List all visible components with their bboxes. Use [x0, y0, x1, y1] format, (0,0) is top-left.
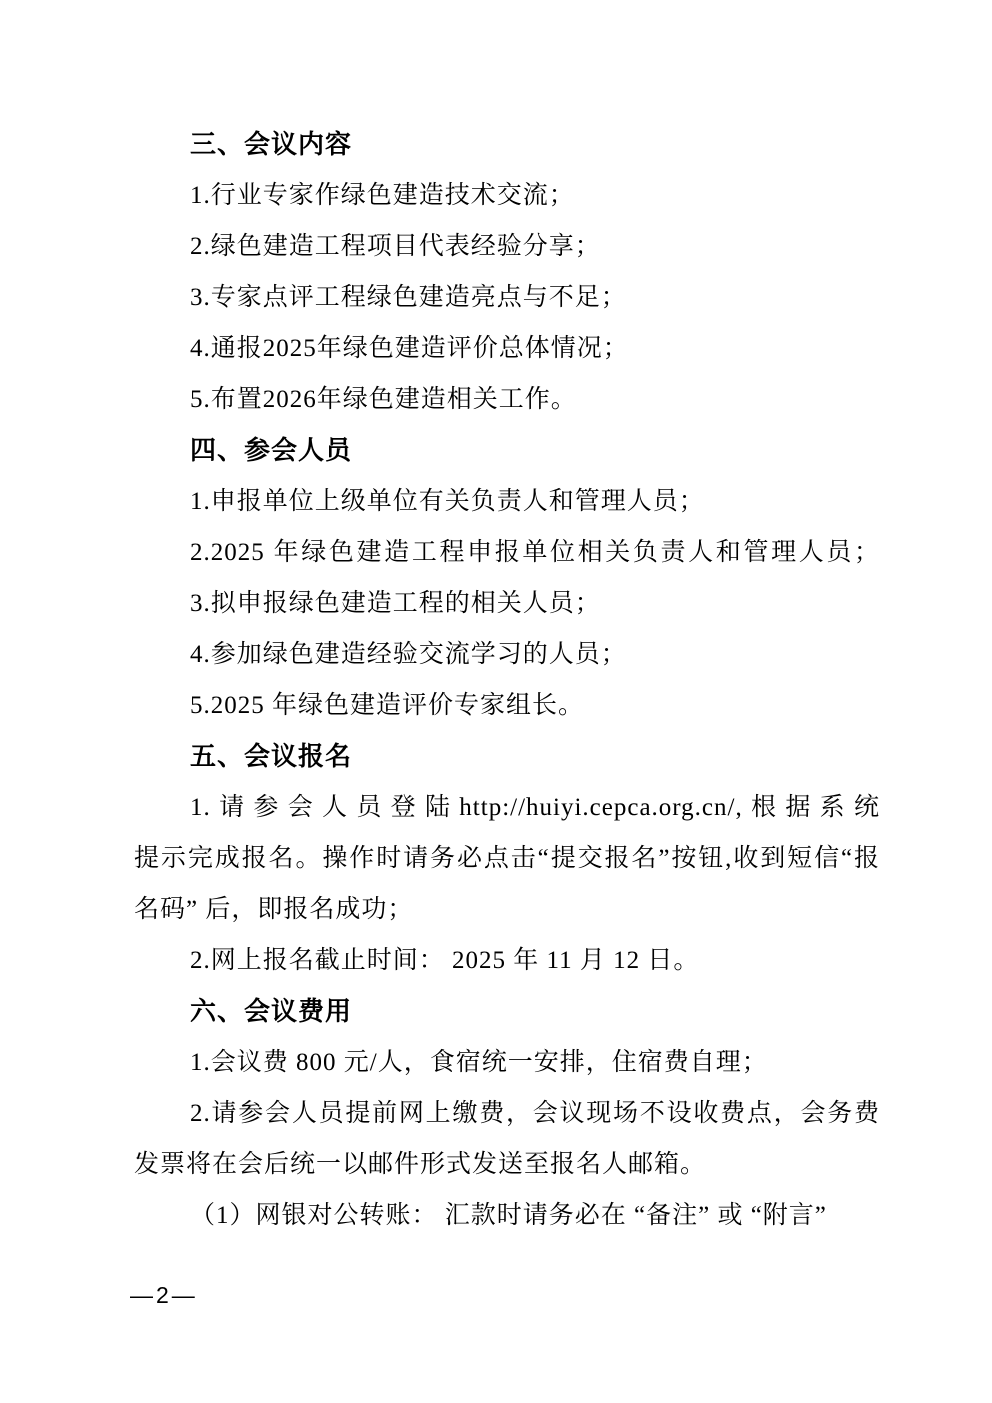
section-heading-fees: 六、会议费用 — [190, 996, 353, 1026]
list-item: 4.通报2025年绿色建造评价总体情况； — [190, 335, 629, 362]
paragraph-line: 提示完成报名。操作时请务必点击“提交报名”按钮,收到短信“报 — [134, 845, 880, 872]
list-item: 5.布置2026年绿色建造相关工作。 — [190, 386, 577, 413]
list-item: 2.2025 年绿色建造工程申报单位相关负责人和管理人员； — [190, 539, 880, 566]
paragraph-line: 1.请参会人员登陆http://huiyi.cepca.org.cn/,根据系统 — [190, 794, 880, 821]
section-heading-attendees: 四、参会人员 — [190, 435, 353, 465]
page-number: —2— — [130, 1282, 198, 1308]
list-item: 4.参加绿色建造经验交流学习的人员； — [190, 641, 627, 668]
list-item: 3.专家点评工程绿色建造亮点与不足； — [190, 284, 627, 311]
list-item: 1.行业专家作绿色建造技术交流； — [190, 182, 575, 209]
paragraph-line: 2.请参会人员提前网上缴费，会议现场不设收费点，会务费 — [190, 1100, 880, 1127]
section-heading-registration: 五、会议报名 — [190, 741, 353, 771]
list-item: 5.2025 年绿色建造评价专家组长。 — [190, 692, 585, 719]
paragraph-line: （1）网银对公转账： 汇款时请务必在 “备注” 或 “附言” — [190, 1202, 827, 1229]
section-heading-meeting-content: 三、会议内容 — [190, 129, 353, 159]
list-item: 1.申报单位上级单位有关负责人和管理人员； — [190, 488, 705, 515]
list-item: 3.拟申报绿色建造工程的相关人员； — [190, 590, 601, 617]
paragraph-line: 名码” 后，即报名成功； — [134, 896, 414, 923]
list-item: 2.绿色建造工程项目代表经验分享； — [190, 233, 601, 260]
list-item: 2.网上报名截止时间： 2025 年 11 月 12 日。 — [190, 947, 700, 974]
paragraph-line: 发票将在会后统一以邮件形式发送至报名人邮箱。 — [134, 1151, 707, 1178]
document-body — [134, 119, 880, 1241]
list-item: 1.会议费 800 元/人，食宿统一安排，住宿费自理； — [190, 1049, 768, 1076]
